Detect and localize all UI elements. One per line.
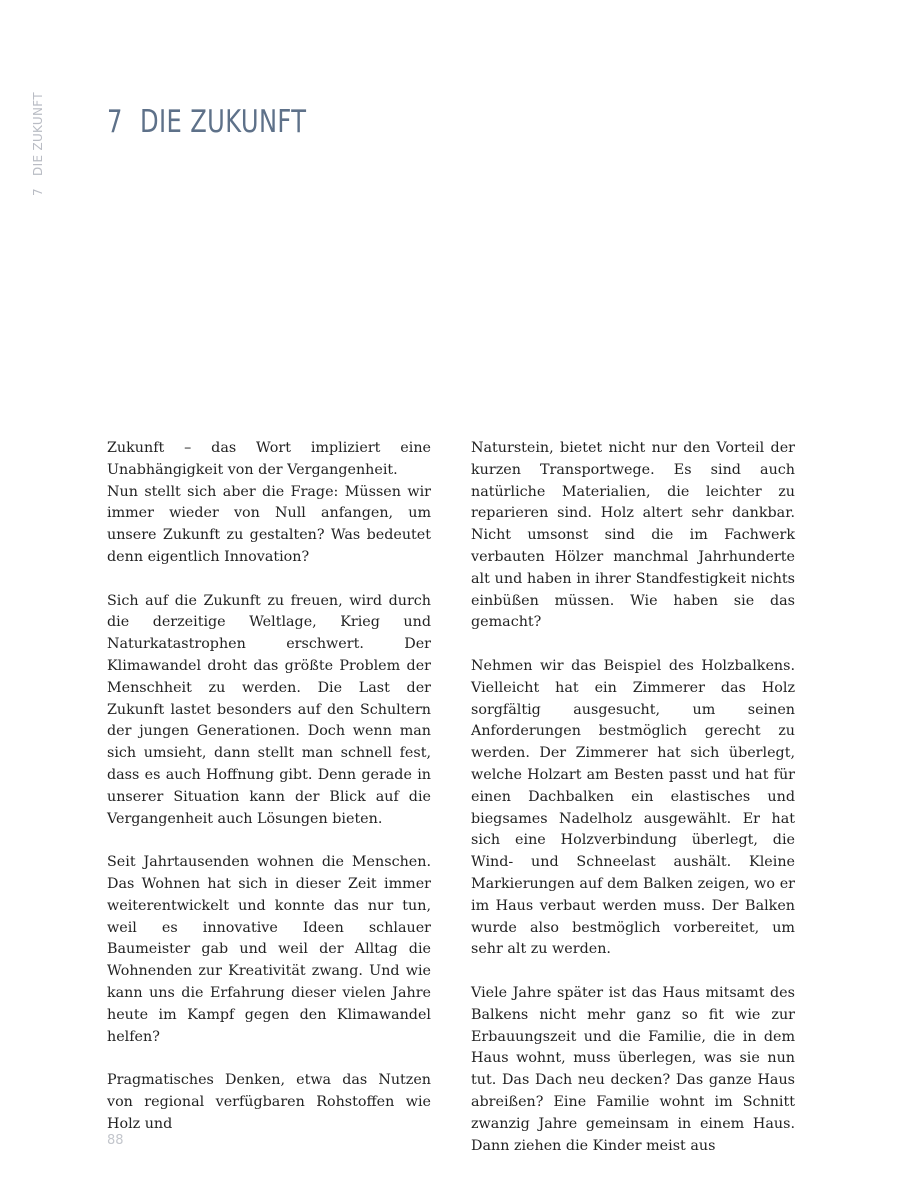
running-header — [31, 92, 47, 196]
left-column — [107, 438, 431, 1136]
chapter-number: 7 — [107, 104, 123, 140]
paragraph: Seit Jahrtausenden wohnen die Menschen. Das Wohnen hat sich in dieser Zeit immer weiterentwickelt und konnte das nur tun, weil es innovative Ideen schlauer Baumeister gab und weil der Alltag die Wohnenden zur Kreativität zwang. Und wie kann uns die Erfahrung dieser vielen Jahre heute im Kampf gegen den Klimawandel helfen? — [107, 854, 431, 1045]
paragraph — [107, 438, 431, 569]
running-header-number: 7 — [31, 188, 45, 196]
paragraph: Pragmatisches Denken, etwa das Nutzen von regional verfügbaren Rohstoffen wie Holz und — [107, 1072, 431, 1132]
paragraph: Naturstein, bietet nicht nur den Vorteil der kurzen Transportwege. Es sind auch natürliche Materialien, die leichter zu reparieren sind. Holz altert sehr dankbar. Nicht umsonst sind die im Fachwerk verbauten Hölzer manchmal Jahrhunderte alt und haben in ihrer Standfestigkeit nichts einbüßen müssen. Wie haben sie das gemacht? — [471, 440, 795, 631]
chapter-title — [107, 104, 306, 140]
paragraph-line: Nun stellt sich aber die Frage: Müssen wir immer wieder von Null anfangen, um unsere Zukunft zu gestalten? Was bedeutet denn eigentlich Innovation? — [107, 483, 431, 565]
paragraph: Sich auf die Zukunft zu freuen, wird durch die derzeitige Weltlage, Krieg und Naturkatastrophen erschwert. Der Klimawandel droht das größte Problem der Menschheit zu werden. Die Last der Zukunft lastet besonders auf den Schultern der jungen Generationen. Doch wenn man sich umsieht, dann stellt man schnell fest, dass es auch Hoffnung gibt. Denn gerade in unserer Situation kann der Blick auf die Vergangenheit auch Lösungen bieten. — [107, 592, 431, 827]
paragraph: Viele Jahre später ist das Haus mitsamt des Balkens nicht mehr ganz so fit wie zur Erbauungszeit und die Familie, die in dem Haus wohnt, muss überlegen, was sie nun tut. Das Dach neu decken? Das ganze Haus abreißen? Eine Familie wohnt im Schnitt zwanzig Jahre gemeinsam in einem Haus. Dann ziehen die Kinder meist aus — [471, 984, 795, 1154]
paragraph-line: Zukunft – das Wort impliziert eine Unabhängigkeit von der Vergangenheit. — [107, 440, 431, 478]
right-column — [471, 438, 795, 1157]
paragraph: Nehmen wir das Beispiel des Holzbalkens. Vielleicht hat ein Zimmerer das Holz sorgfältig ausgesucht, um seinen Anforderungen bestmöglich gerecht zu werden. Der Zimmerer hat sich überlegt, welche Holzart am Besten passt und hat für einen Dachbalken ein elastisches und biegsames Nadelholz ausgewählt. Er hat sich eine Holzverbindung überlegt, die Wind- und Schneelast aushält. Kleine Markierungen auf dem Balken zeigen, wo er im Haus verbaut werden muss. Der Balken wurde also bestmöglich vorbereitet, um sehr alt zu werden. — [471, 657, 795, 958]
chapter-title-text: DIE ZUKUNFT — [139, 104, 307, 140]
page-number: 88 — [107, 1133, 124, 1148]
running-header-label: DIE ZUKUNFT — [31, 92, 45, 176]
